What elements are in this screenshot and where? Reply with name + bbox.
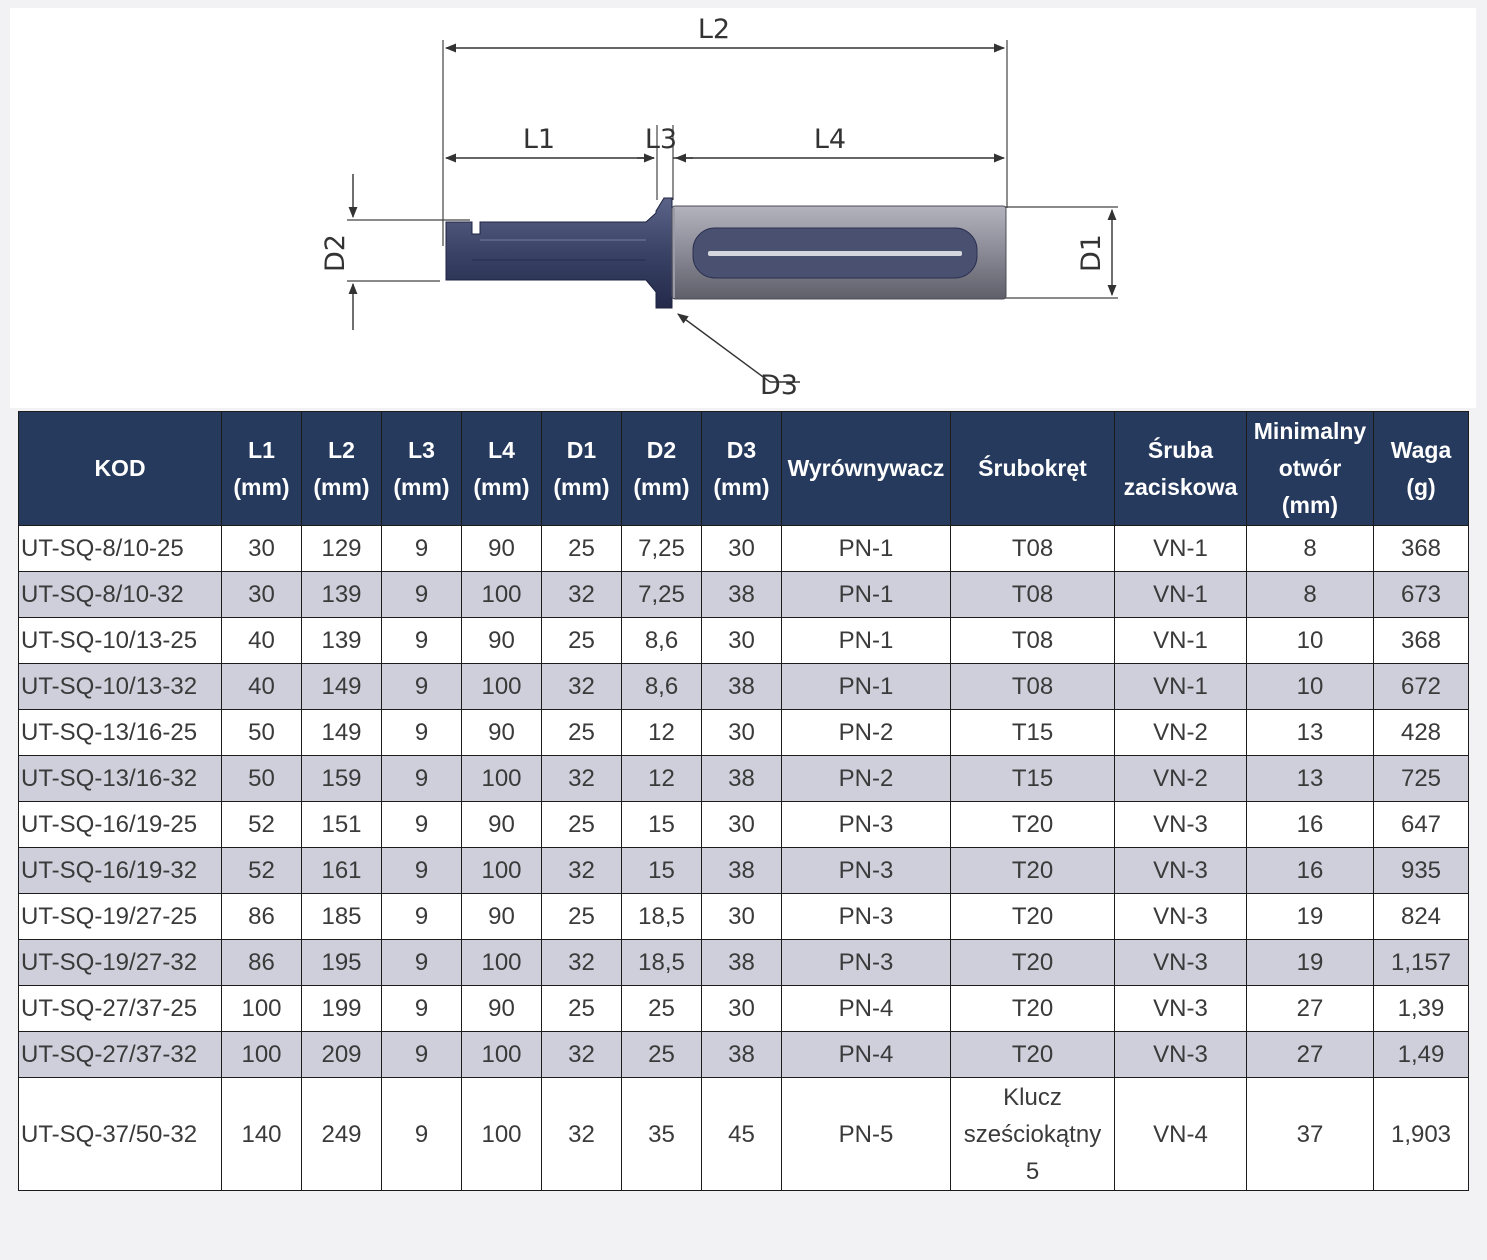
product-code-cell: UT-SQ-16/19-25: [19, 802, 222, 848]
table-cell: 9: [382, 756, 462, 802]
cell-line: Klucz: [1003, 1083, 1062, 1111]
table-cell: 1,49: [1374, 1032, 1469, 1078]
table-cell: 9: [382, 986, 462, 1032]
table-cell: PN-3: [782, 848, 951, 894]
table-cell: VN-4: [1115, 1078, 1247, 1191]
table-cell: VN-3: [1115, 986, 1247, 1032]
table-cell: PN-4: [782, 1032, 951, 1078]
table-cell: 90: [462, 526, 542, 572]
spec-table: [18, 411, 1469, 1191]
table-cell: VN-3: [1115, 894, 1247, 940]
column-header-line: (mm): [1281, 492, 1339, 518]
cell-line: sześciokątny: [963, 1120, 1102, 1148]
table-cell: 90: [462, 710, 542, 756]
table-cell: 824: [1374, 894, 1469, 940]
product-code-cell: UT-SQ-10/13-32: [19, 664, 222, 710]
table-cell: 27: [1247, 986, 1374, 1032]
table-cell: PN-2: [782, 756, 951, 802]
table-cell: T20: [951, 848, 1115, 894]
column-header: [382, 412, 462, 526]
table-cell: 25: [542, 710, 622, 756]
dim-label-d1: D1: [1076, 234, 1107, 272]
table-cell: 195: [302, 940, 382, 986]
table-cell: 12: [622, 756, 702, 802]
table-cell: 18,5: [622, 894, 702, 940]
table-row: [19, 940, 1469, 986]
table-cell: PN-3: [782, 940, 951, 986]
column-header: [1374, 412, 1469, 526]
table-row: [19, 664, 1469, 710]
table-cell: 7,25: [622, 572, 702, 618]
table-cell: VN-1: [1115, 618, 1247, 664]
table-cell: 52: [222, 848, 302, 894]
table-cell: 100: [462, 756, 542, 802]
column-header-line: Minimalny: [1253, 418, 1367, 444]
table-cell: 13: [1247, 710, 1374, 756]
column-header-line: zaciskowa: [1123, 473, 1238, 500]
table-cell: 32: [542, 572, 622, 618]
table-cell: PN-2: [782, 710, 951, 756]
table-row: [19, 894, 1469, 940]
dim-label-d2: D2: [320, 234, 351, 272]
table-cell: VN-3: [1115, 848, 1247, 894]
table-cell: 27: [1247, 1032, 1374, 1078]
table-cell: 161: [302, 848, 382, 894]
table-body: [19, 526, 1469, 1191]
table-cell: 8,6: [622, 664, 702, 710]
table-cell: T20: [951, 802, 1115, 848]
table-cell: PN-1: [782, 526, 951, 572]
table-cell: T08: [951, 618, 1115, 664]
table-cell: 25: [542, 618, 622, 664]
column-header-line: L3: [408, 436, 435, 463]
table-cell: 8: [1247, 526, 1374, 572]
column-header-line: L2: [328, 436, 355, 463]
table-cell: 368: [1374, 526, 1469, 572]
column-header: [542, 412, 622, 526]
table-cell: 10: [1247, 664, 1374, 710]
tool-drawing-svg: [10, 8, 1476, 408]
table-cell: 100: [462, 664, 542, 710]
table-cell: [951, 1078, 1115, 1191]
table-cell: 30: [702, 802, 782, 848]
dim-label-l2: L2: [697, 14, 731, 45]
table-cell: 647: [1374, 802, 1469, 848]
product-code-cell: UT-SQ-27/37-32: [19, 1032, 222, 1078]
table-cell: 673: [1374, 572, 1469, 618]
table-row: [19, 756, 1469, 802]
table-cell: 9: [382, 526, 462, 572]
table-cell: 86: [222, 894, 302, 940]
column-header-line: (mm): [393, 473, 450, 500]
table-cell: PN-3: [782, 894, 951, 940]
table-cell: 90: [462, 802, 542, 848]
table-cell: T20: [951, 1032, 1115, 1078]
table-cell: 40: [222, 618, 302, 664]
table-cell: 30: [702, 710, 782, 756]
table-cell: 9: [382, 848, 462, 894]
table-cell: 32: [542, 664, 622, 710]
column-header-line: (mm): [713, 473, 770, 500]
table-cell: 37: [1247, 1078, 1374, 1191]
table-cell: 90: [462, 986, 542, 1032]
product-code-cell: UT-SQ-37/50-32: [19, 1078, 222, 1191]
table-cell: T20: [951, 940, 1115, 986]
table-cell: 159: [302, 756, 382, 802]
table-cell: VN-1: [1115, 572, 1247, 618]
table-cell: 12: [622, 710, 702, 756]
table-cell: 30: [702, 894, 782, 940]
table-cell: 30: [702, 526, 782, 572]
product-code-cell: UT-SQ-16/19-32: [19, 848, 222, 894]
column-header: [302, 412, 382, 526]
table-cell: 30: [222, 572, 302, 618]
table-cell: 50: [222, 756, 302, 802]
table-cell: 199: [302, 986, 382, 1032]
table-cell: 9: [382, 618, 462, 664]
table-cell: PN-4: [782, 986, 951, 1032]
table-cell: 90: [462, 894, 542, 940]
product-code-cell: UT-SQ-8/10-25: [19, 526, 222, 572]
column-header-line: (mm): [233, 473, 290, 500]
table-row: [19, 986, 1469, 1032]
table-cell: 15: [622, 848, 702, 894]
cell-line: 5: [1025, 1157, 1040, 1185]
column-header-line: (mm): [633, 473, 690, 500]
table-cell: PN-3: [782, 802, 951, 848]
column-header-line: D3: [726, 436, 757, 463]
table-cell: 15: [622, 802, 702, 848]
table-cell: 1,157: [1374, 940, 1469, 986]
table-header: [19, 412, 1469, 526]
table-cell: PN-1: [782, 572, 951, 618]
table-cell: 19: [1247, 894, 1374, 940]
table-cell: 9: [382, 664, 462, 710]
product-code-cell: UT-SQ-8/10-32: [19, 572, 222, 618]
table-cell: PN-1: [782, 664, 951, 710]
table-cell: 9: [382, 710, 462, 756]
table-cell: 32: [542, 1032, 622, 1078]
table-cell: 19: [1247, 940, 1374, 986]
table-cell: 9: [382, 1078, 462, 1191]
table-cell: 32: [542, 940, 622, 986]
dim-label-l3: L3: [644, 124, 678, 155]
table-cell: VN-2: [1115, 710, 1247, 756]
dim-label-l4: L4: [813, 124, 847, 155]
dim-label-l1: L1: [522, 124, 556, 155]
table-cell: T15: [951, 756, 1115, 802]
table-cell: 45: [702, 1078, 782, 1191]
column-header: [622, 412, 702, 526]
column-header-line: (mm): [473, 473, 530, 500]
table-cell: 151: [302, 802, 382, 848]
table-cell: 38: [702, 572, 782, 618]
table-cell: 35: [622, 1078, 702, 1191]
table-cell: 40: [222, 664, 302, 710]
column-header: [462, 412, 542, 526]
table-cell: 25: [542, 894, 622, 940]
table-cell: 9: [382, 894, 462, 940]
table-cell: PN-1: [782, 618, 951, 664]
table-cell: 100: [462, 848, 542, 894]
table-cell: VN-3: [1115, 802, 1247, 848]
table-cell: VN-3: [1115, 1032, 1247, 1078]
table-cell: 38: [702, 664, 782, 710]
table-row: [19, 802, 1469, 848]
product-code-cell: UT-SQ-19/27-32: [19, 940, 222, 986]
product-code-cell: UT-SQ-13/16-25: [19, 710, 222, 756]
column-header-line: (mm): [313, 473, 370, 500]
product-code-cell: UT-SQ-10/13-25: [19, 618, 222, 664]
table-cell: 129: [302, 526, 382, 572]
table-row: [19, 848, 1469, 894]
tool-shank: [446, 198, 672, 308]
table-row: [19, 526, 1469, 572]
table-cell: 725: [1374, 756, 1469, 802]
table-cell: 100: [462, 1032, 542, 1078]
table-cell: 9: [382, 802, 462, 848]
table-row: [19, 618, 1469, 664]
table-cell: 16: [1247, 848, 1374, 894]
column-header-line: L4: [488, 436, 515, 463]
table-cell: 25: [542, 526, 622, 572]
table-cell: 139: [302, 572, 382, 618]
table-cell: 90: [462, 618, 542, 664]
table-cell: 38: [702, 756, 782, 802]
table-cell: 8: [1247, 572, 1374, 618]
table-row: [19, 1078, 1469, 1191]
column-header-line: Śruba: [1147, 436, 1214, 463]
table-cell: 32: [542, 1078, 622, 1191]
table-cell: 10: [1247, 618, 1374, 664]
table-cell: 7,25: [622, 526, 702, 572]
table-cell: 8,6: [622, 618, 702, 664]
table-cell: 935: [1374, 848, 1469, 894]
table-cell: 249: [302, 1078, 382, 1191]
table-cell: 100: [462, 572, 542, 618]
table-cell: 100: [222, 1032, 302, 1078]
table-cell: 149: [302, 664, 382, 710]
table-cell: 428: [1374, 710, 1469, 756]
product-code-cell: UT-SQ-13/16-32: [19, 756, 222, 802]
product-code-cell: UT-SQ-27/37-25: [19, 986, 222, 1032]
table-cell: 9: [382, 940, 462, 986]
table-cell: T08: [951, 526, 1115, 572]
table-row: [19, 572, 1469, 618]
technical-drawing: [10, 8, 1476, 408]
table-cell: 52: [222, 802, 302, 848]
table-cell: 25: [542, 802, 622, 848]
table-cell: 38: [702, 848, 782, 894]
table-cell: 25: [542, 986, 622, 1032]
table-cell: VN-1: [1115, 526, 1247, 572]
column-header: [19, 412, 222, 526]
table-cell: 16: [1247, 802, 1374, 848]
column-header: [702, 412, 782, 526]
table-cell: 32: [542, 756, 622, 802]
column-header: [222, 412, 302, 526]
table-cell: T08: [951, 664, 1115, 710]
table-cell: VN-1: [1115, 664, 1247, 710]
column-header-line: D2: [646, 436, 677, 463]
table-cell: 100: [462, 1078, 542, 1191]
table-cell: 9: [382, 1032, 462, 1078]
column-header-line: KOD: [94, 455, 146, 481]
table-cell: 209: [302, 1032, 382, 1078]
table-row: [19, 710, 1469, 756]
table-cell: VN-3: [1115, 940, 1247, 986]
column-header-line: L1: [248, 436, 275, 463]
column-header-line: (mm): [553, 473, 610, 500]
dim-label-d3: D3: [760, 370, 798, 401]
table-cell: 185: [302, 894, 382, 940]
table-cell: 100: [462, 940, 542, 986]
column-header-line: Waga: [1390, 436, 1452, 463]
column-header-line: Wyrównywacz: [787, 455, 945, 481]
table-row: [19, 1032, 1469, 1078]
table-cell: 30: [702, 986, 782, 1032]
table-cell: 13: [1247, 756, 1374, 802]
table-cell: VN-2: [1115, 756, 1247, 802]
table-cell: 368: [1374, 618, 1469, 664]
table-cell: 50: [222, 710, 302, 756]
table-cell: 86: [222, 940, 302, 986]
table-cell: 9: [382, 572, 462, 618]
table-cell: 25: [622, 986, 702, 1032]
table-cell: 1,39: [1374, 986, 1469, 1032]
table-cell: 18,5: [622, 940, 702, 986]
table-cell: T08: [951, 572, 1115, 618]
table-cell: 38: [702, 1032, 782, 1078]
product-code-cell: UT-SQ-19/27-25: [19, 894, 222, 940]
table-cell: 30: [222, 526, 302, 572]
column-header-line: Śrubokręt: [978, 455, 1087, 481]
table-cell: 25: [622, 1032, 702, 1078]
table-cell: 38: [702, 940, 782, 986]
header-row: [19, 412, 1469, 526]
column-header: [951, 412, 1115, 526]
column-header-line: otwór: [1278, 455, 1342, 481]
column-header: [782, 412, 951, 526]
table-cell: T15: [951, 710, 1115, 756]
table-cell: T20: [951, 894, 1115, 940]
table-cell: T20: [951, 986, 1115, 1032]
table-cell: 139: [302, 618, 382, 664]
table-cell: 100: [222, 986, 302, 1032]
table-cell: 1,903: [1374, 1078, 1469, 1191]
column-header: [1115, 412, 1247, 526]
column-header-line: (g): [1406, 473, 1436, 500]
table-cell: PN-5: [782, 1078, 951, 1191]
column-header-line: D1: [566, 436, 597, 463]
table-cell: 140: [222, 1078, 302, 1191]
table-cell: 30: [702, 618, 782, 664]
table-cell: 32: [542, 848, 622, 894]
column-header: [1247, 412, 1374, 526]
table-cell: 672: [1374, 664, 1469, 710]
table-cell: 149: [302, 710, 382, 756]
